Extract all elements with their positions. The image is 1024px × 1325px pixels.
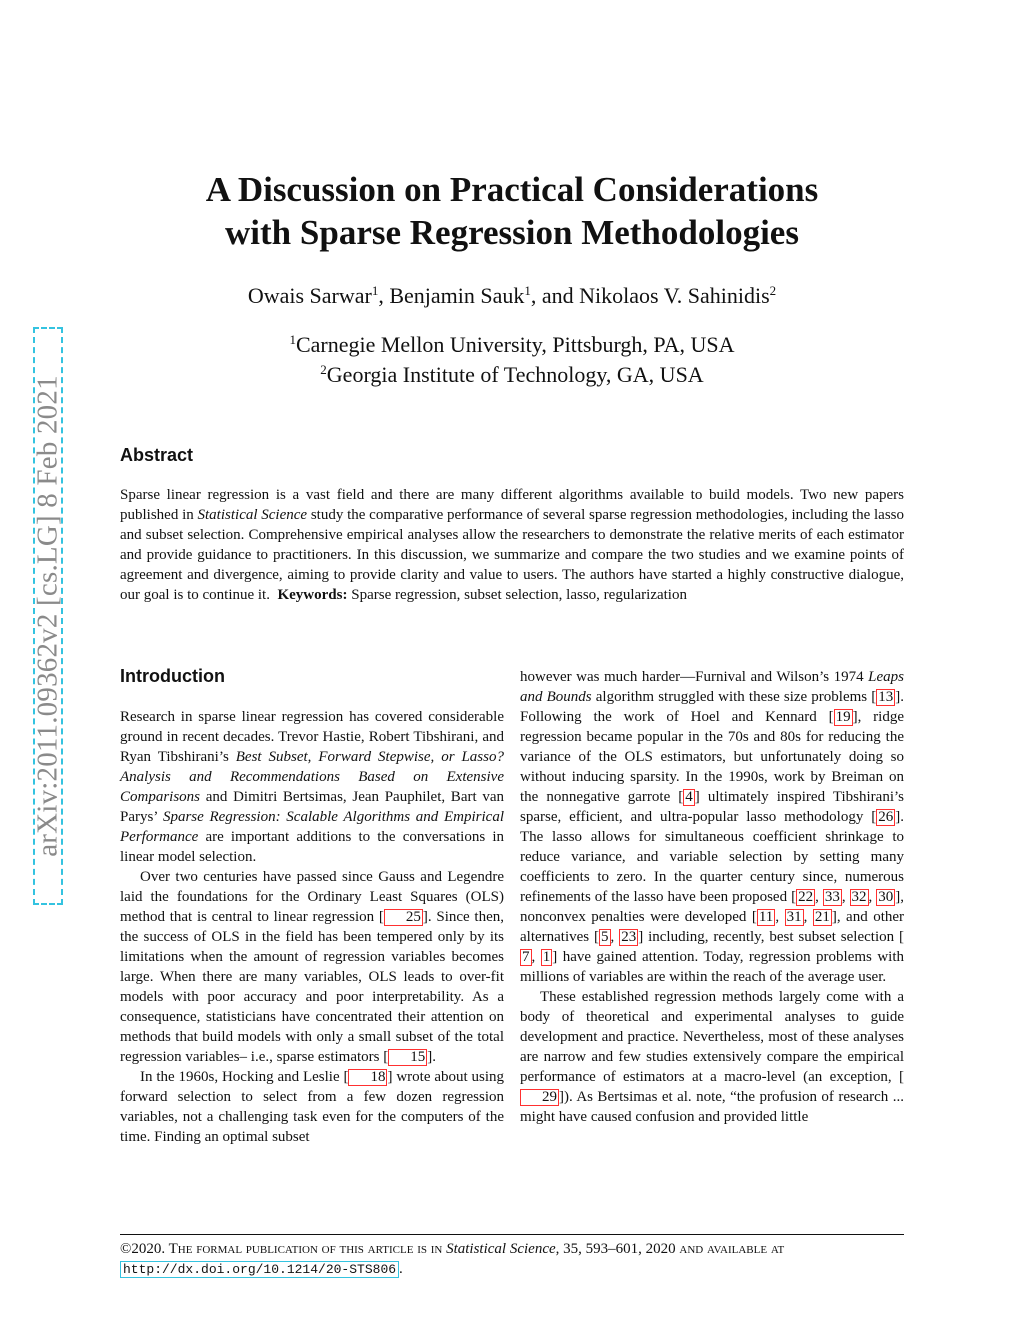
citation-link[interactable]: 7 bbox=[522, 949, 530, 965]
intro-paragraph-1 bbox=[120, 707, 504, 867]
citation-link[interactable]: 29 bbox=[520, 1089, 559, 1106]
body-text: ). As Bertsimas et al. note, “the profusion of research ... might have caused confusion and provided little bbox=[520, 1089, 904, 1125]
affiliation-text: Georgia Institute of Technology, GA, USA bbox=[326, 362, 704, 387]
author-list bbox=[0, 283, 1024, 309]
body-text: and Dimitri Bertsimas, Jean Pauphilet, Bart van Parys’ bbox=[120, 789, 504, 825]
body-text: however was much harder—Furnival and Wilson’s 1974 bbox=[520, 669, 869, 685]
body-text: wrote about using forward selection to select from a few dozen regression variables, not a challenging task even for the computers of the time. Finding an optimal subset bbox=[120, 1069, 504, 1145]
body-text: Over two centuries have passed since Gauss and Legendre laid the foundations for the Ordinary Least Squares (OLS) method that is central to linear regression bbox=[120, 869, 504, 925]
keywords-label: Keywords: bbox=[277, 587, 348, 603]
footnote-text: The formal publication of this article is in bbox=[165, 1241, 447, 1257]
affiliation-mark: 1 bbox=[289, 332, 296, 347]
author-name: Benjamin Sauk bbox=[389, 283, 525, 308]
citation-link[interactable]: 11 bbox=[758, 909, 774, 925]
citation-link[interactable]: 23 bbox=[621, 929, 637, 945]
affiliation-mark: 2 bbox=[320, 362, 327, 377]
body-text: , ridge regression became popular in the 70s and 80s for reducing the variance of the OLS estimators, but unfortunately doing so without inducing sparsity. In the 1990s, work by Breiman on the nonnegative garrote bbox=[520, 709, 904, 805]
author-affiliation-mark: 1 bbox=[371, 283, 379, 298]
citation-link[interactable]: 25 bbox=[384, 909, 423, 926]
body-text: are important additions to the conversations in linear model selection. bbox=[120, 829, 504, 865]
arxiv-stamp[interactable]: arXiv:2011.09362v2 [cs.LG] 8 Feb 2021 bbox=[31, 375, 64, 857]
copyright-notice: ©2020. bbox=[120, 1241, 166, 1257]
left-column bbox=[120, 707, 504, 1147]
intro-paragraph-4: These established regression methods largely come with a body of theoretical and experimental analyses to guide development and practice. Nevertheless, most of these analyses are narrow and few studies extensively compare the empirical performance of estimators at a macro-level (an exception, [29 ]). As Bertsimas et al. note, “the profusion of research ... might have caused confusion and provided little bbox=[520, 989, 904, 1125]
affiliation-text: Carnegie Mellon University, Pittsburgh, PA, USA bbox=[295, 332, 735, 357]
introduction-heading: Introduction bbox=[120, 666, 225, 686]
citation-link[interactable]: 31 bbox=[786, 909, 802, 925]
abstract-text: study the comparative performance of several sparse regression methodologies, including the lasso and subset selection. Comprehensive empirical analyses allow the researchers to demonstrate the relative merits of each estimator and provide guidance to practitioners. In this discussion, we summarize and compare the two studies and we examine points of agreement and divergence, aiming to provide clarity and value to users. The authors have started a highly constructive dialogue, our goal is to continue it. bbox=[120, 507, 905, 603]
citation-link[interactable]: 4 bbox=[685, 789, 693, 805]
paper-reference-title: Sparse Regression: Scalable Algorithms and Empirical Performance bbox=[120, 809, 504, 845]
intro-paragraph-2: Over two centuries have passed since Gauss and Legendre laid the foundations for the Ordinary Least Squares (OLS) method that is central to linear regression [ 25 ]. Since then, the success of OLS in the field has been tempered only by its limitations when the amount of regression variables becomes large. When there are many variables, OLS leads to over-fit models with poor accuracy and poor interpretability. As a consequence, statisticians have concentrated their attention on methods that build models with only a small subset of the total regression variables– i.e., sparse estimators [ 15 ]. bbox=[120, 869, 504, 1065]
abstract-text: Sparse linear regression is a vast field and there are many different algorithms available to build models. Two new papers published in bbox=[120, 487, 904, 523]
author-separator: , bbox=[378, 283, 390, 308]
body-text: . The lasso allows for simultaneous coefficient shrinkage to reduce variance, and variable selection by setting many coefficients to zero. In the quarter century since, numerous refinements of the lasso have been proposed bbox=[520, 809, 904, 905]
body-text: ultimately inspired Tibshirani’s sparse, efficient, and ultra-popular lasso methodology bbox=[520, 789, 904, 825]
title-line-2: with Sparse Regression Methodologies bbox=[225, 213, 799, 252]
citation-link[interactable]: 21 bbox=[814, 909, 830, 925]
citation-link[interactable]: 30 bbox=[878, 889, 894, 905]
journal-name: Statistical Science bbox=[197, 507, 308, 523]
author-name: Owais Sarwar bbox=[247, 283, 372, 308]
citation-link[interactable]: 19 bbox=[835, 709, 851, 725]
citation-link[interactable]: 5 bbox=[601, 929, 609, 945]
author-name: Nikolaos V. Sahinidis bbox=[579, 283, 770, 308]
citation-link[interactable]: 15 bbox=[388, 1049, 427, 1066]
right-column bbox=[520, 667, 904, 1127]
body-text: have gained attention. Today, regression problems with millions of variables are within the reach of the average user. bbox=[520, 949, 905, 985]
body-text: , nonconvex penalties were developed bbox=[520, 889, 905, 925]
abstract-body bbox=[120, 485, 904, 605]
abstract-heading: Abstract bbox=[120, 445, 194, 465]
citation-link[interactable]: 33 bbox=[824, 889, 840, 905]
body-text: including, recently, best subset selection bbox=[643, 929, 900, 945]
publication-footnote bbox=[120, 1239, 910, 1280]
affiliation-1 bbox=[0, 332, 1024, 358]
footnote-text: . bbox=[399, 1261, 403, 1277]
citation-link[interactable]: 1 bbox=[542, 949, 551, 965]
intro-paragraph-3: In the 1960s, Hocking and Leslie [ 18 ] wrote about using forward selection to select from a few dozen regression variables, not a challenging task even for the computers of the time. Finding an optimal subset bbox=[120, 1069, 504, 1145]
algorithm-name: Leaps and Bounds bbox=[520, 669, 904, 705]
paper-reference-title: Best Subset, Forward Stepwise, or Lasso? Analysis and Recommendations Based on Extensive Comparisons bbox=[120, 749, 504, 805]
body-text: algorithm struggled with these size problems bbox=[591, 689, 872, 705]
body-text: , and other alternatives bbox=[520, 909, 905, 945]
paper-title bbox=[0, 168, 1024, 254]
citation-link[interactable]: 22 bbox=[798, 889, 814, 905]
body-text: . Following the work of Hoel and Kennard bbox=[520, 689, 905, 725]
title-line-1: A Discussion on Practical Considerations bbox=[205, 170, 819, 209]
author-affiliation-mark: 1 bbox=[524, 283, 531, 298]
footnote-text: , 35, 593–601, 2020 and available at bbox=[555, 1241, 785, 1257]
intro-paragraph-3-continued: however was much harder—Furnival and Wilson’s 1974 Leaps and Bounds algorithm struggled with these size problems [ 13 ]. Following the work of Hoel and Kennard [ 19 ], ridge regression became popular in the 70s and 80s for reducing the variance of the OLS estimators, but unfortunately doing so without inducing sparsity. In the 1990s, work by Breiman on the nonnegative garrote [ 4 ] ultimately inspired Tibshirani’s sparse, efficient, and ultra-popular lasso methodology [ 26 ]. The lasso allows for simultaneous coefficient shrinkage to reduce variance, and variable selection by setting many coefficients to zero. In the quarter century since, numerous refinements of the lasso have been proposed [ 22 , 33 , 32 , 30 ], nonconvex penalties were developed [ 11 , 31 , 21 ], and other alternatives [ 5 , 23 ] including, recently, best subset selection [7 , 1 ] have gained attention. Today, regression problems with millions of variables are within the reach of the average user. bbox=[520, 669, 905, 985]
citation-link[interactable]: 13 bbox=[878, 689, 894, 705]
body-text: These established regression methods largely come with a body of theoretical and experimental analyses to guide development and practice. Nevertheless, most of these analyses are narrow and few studies extensively compare the empirical performance of estimators at a macro-level (an exception, bbox=[520, 989, 904, 1085]
author-separator: , and bbox=[530, 283, 580, 308]
affiliation-2 bbox=[0, 362, 1024, 388]
body-text: In the 1960s, Hocking and Leslie bbox=[140, 1069, 344, 1085]
body-text: Research in sparse linear regression has covered considerable ground in recent decades. Trevor Hastie, Robert Tibshirani, and Ryan Tibshirani’s bbox=[120, 709, 504, 765]
author-affiliation-mark: 2 bbox=[769, 283, 777, 298]
body-text: . Since then, the success of OLS in the field has been tempered only by its limitations when the amount of regression variables becomes large. When there are many variables, OLS leads to over-fit models with poor accuracy and poor interpretability. As a consequence, statisticians have concentrated their attention on methods that build models with only a small subset of the total regression variables– i.e., sparse estimators bbox=[120, 909, 504, 1065]
keywords-list: Sparse regression, subset selection, lasso, regularization bbox=[347, 587, 687, 603]
citation-link[interactable]: 26 bbox=[878, 809, 894, 825]
citation-link[interactable]: 32 bbox=[851, 889, 867, 905]
journal-name: Statistical Science bbox=[446, 1241, 556, 1257]
body-text: . bbox=[432, 1049, 437, 1065]
footer-rule bbox=[120, 1234, 904, 1235]
citation-link[interactable]: 18 bbox=[348, 1069, 387, 1086]
doi-link[interactable]: http://dx.doi.org/10.1214/20-STS806 bbox=[120, 1261, 399, 1278]
